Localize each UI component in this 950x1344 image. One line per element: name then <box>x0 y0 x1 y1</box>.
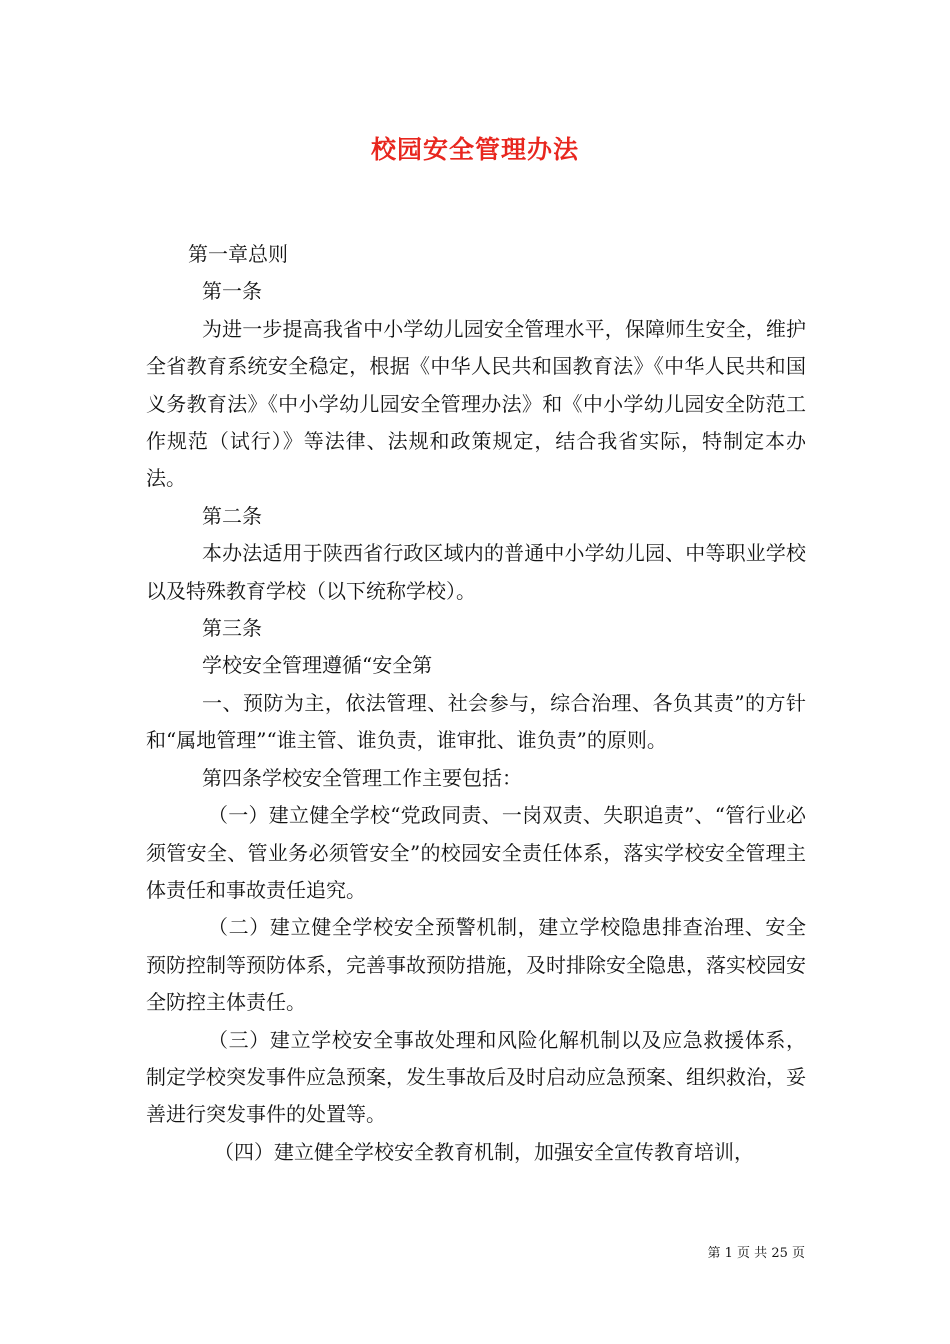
list-item: （一）建立健全学校“党政同责、一岗双责、失职追责”、“管行业必须管安全、管业务必须管安全”的校园安全责任体系，落实学校安全管理主体责任和事故责任追究。 <box>146 803 806 902</box>
article-heading: 第二条 <box>202 503 262 528</box>
paragraph: 学校安全管理遵循“安全第 <box>202 653 433 678</box>
article-heading: 第三条 <box>202 616 262 641</box>
document-title: 校园安全管理办法 <box>370 135 579 164</box>
document-body <box>146 236 806 1171</box>
paragraph: 一、预防为主，依法管理、社会参与，综合治理、各负其责”的方针和“属地管理”“谁主管、谁负责，谁审批、谁负责”的原则。 <box>146 690 806 753</box>
chapter-heading: 第一章总则 <box>188 242 288 266</box>
list-item: （二）建立健全学校安全预警机制，建立学校隐患排查治理、安全预防控制等预防体系，完善事故预防措施，及时排除安全隐患，落实校园安全防控主体责任。 <box>146 915 806 1015</box>
paragraph: 为进一步提高我省中小学幼儿园安全管理水平，保障师生安全，维护全省教育系统安全稳定，根据《中华人民共和国教育法》《中华人民共和国义务教育法》《中小学幼儿园安全管理办法》和《中小学幼儿园安全防范工作规范（试行）》等法律、法规和政策规定，结合我省实际，特制定本办法。 <box>146 316 806 491</box>
article-heading: 第四条学校安全管理工作主要包括： <box>202 765 522 790</box>
list-item: （三）建立学校安全事故处理和风险化解机制以及应急救援体系，制定学校突发事件应急预案，发生事故后及时启动应急预案、组织救治，妥善进行突发事件的处置等。 <box>146 1027 806 1127</box>
paragraph: 本办法适用于陕西省行政区域内的普通中小学幼儿园、中等职业学校以及特殊教育学校（以下统称学校）。 <box>146 541 806 603</box>
list-item: （四）建立健全学校安全教育机制，加强安全宣传教育培训， <box>214 1139 754 1164</box>
page-number: 第 1 页 共 25 页 <box>707 1246 805 1261</box>
article-heading: 第一条 <box>202 279 262 304</box>
